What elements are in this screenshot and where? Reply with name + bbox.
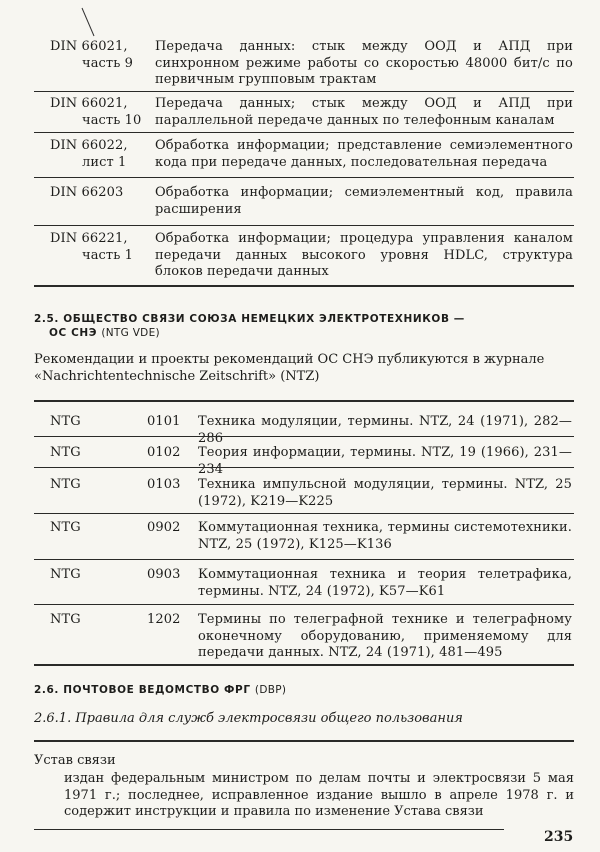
ntg-org: NTG: [50, 477, 81, 492]
din-code: DIN 66021, часть 9: [50, 39, 133, 71]
section-heading: 2.6. ПОЧТОВОЕ ВЕДОМСТВО ФРГ (DBP): [34, 684, 287, 696]
subsection-heading: 2.6.1. Правила для служб электросвязи общего пользования: [34, 711, 463, 726]
section-intro: Рекомендации и проекты рекомендаций ОС СНЭ публикуются в журнале «Nachrichtentechnische Zeitschrift» (NTZ): [34, 352, 545, 384]
section-heading: 2.5. ОБЩЕСТВО СВЯЗИ СОЮЗА НЕМЕЦКИХ ЭЛЕКТРОТЕХНИКОВ — ОС СНЭ (NTG VDE): [34, 313, 465, 339]
table-rule: [34, 559, 574, 560]
ntg-org: NTG: [50, 567, 81, 582]
table-rule: [34, 740, 574, 742]
ntg-description: Коммутационная техника и теория телетрафика, термины. NTZ, 24 (1972), K57—K61: [198, 567, 572, 599]
din-description: Обработка информации; семиэлементный код, правила расширения: [155, 185, 573, 217]
din-code: DIN 66022, лист 1: [50, 138, 128, 170]
ntg-description: Коммутационная техника, термины системотехники. NTZ, 25 (1972), K125—K136: [198, 520, 572, 552]
table-rule: [34, 285, 574, 287]
ntg-org: NTG: [50, 414, 81, 429]
table-rule: [34, 604, 574, 605]
ntg-org: NTG: [50, 445, 81, 460]
ntg-org: NTG: [50, 520, 81, 535]
din-description: Обработка информации; представление семиэлементного кода при передаче данных, последовательная передача: [155, 138, 573, 170]
din-code: DIN 66021, часть 10: [50, 96, 142, 128]
ntg-number: 0902: [147, 520, 181, 535]
ntg-description: Техника импульсной модуляции, термины. NTZ, 25 (1972), K219—K225: [198, 477, 572, 509]
ntg-description: Техника модуляции, термины. NTZ, 24 (1971), 282—286: [198, 414, 572, 446]
ntg-number: 0103: [147, 477, 181, 492]
table-rule: [34, 225, 574, 226]
table-rule: [34, 400, 574, 402]
table-rule: [34, 436, 574, 437]
din-description: Передача данных: стык между ООД и АПД при синхронном режиме работы со скоростью 48000 бит/с по первичным групповым трактам: [155, 39, 573, 87]
table-rule: [34, 91, 574, 92]
table-rule: [34, 664, 574, 666]
table-rule: [34, 467, 574, 468]
page-number: 235: [544, 829, 574, 845]
table-rule: [34, 177, 574, 178]
din-code: DIN 66203: [50, 185, 124, 200]
item-title: Устав связи: [34, 753, 116, 768]
ntg-description: Термины по телеграфной технике и телеграфному оконечному оборудованию, применяемому для передачи данных. NTZ, 24 (1971), 481—495: [198, 612, 572, 660]
din-description: Передача данных; стык между ООД и АПД при параллельной передаче данных по телефонным каналам: [155, 96, 573, 128]
ntg-number: 1202: [147, 612, 181, 627]
ntg-number: 0903: [147, 567, 181, 582]
ntg-number: 0102: [147, 445, 181, 460]
ntg-org: NTG: [50, 612, 81, 627]
table-rule: [34, 132, 574, 133]
item-description: издан федеральным министром по делам почты и электросвязи 5 мая 1971 г.; последнее, исправленное издание вышло в апреле 1978 г. и содержит инструкции и правила по изменение Устава связи: [64, 771, 574, 819]
table-rule: [34, 829, 504, 830]
din-code: DIN 66221, часть 1: [50, 231, 133, 263]
din-description: Обработка информации; процедура управления каналом передачи данных высокого уровня HDLC, структура блоков передачи данных: [155, 231, 573, 279]
ntg-number: 0101: [147, 414, 181, 429]
ntg-description: Теория информации, термины. NTZ, 19 (1966), 231—234: [198, 445, 572, 477]
table-rule: [34, 513, 574, 514]
